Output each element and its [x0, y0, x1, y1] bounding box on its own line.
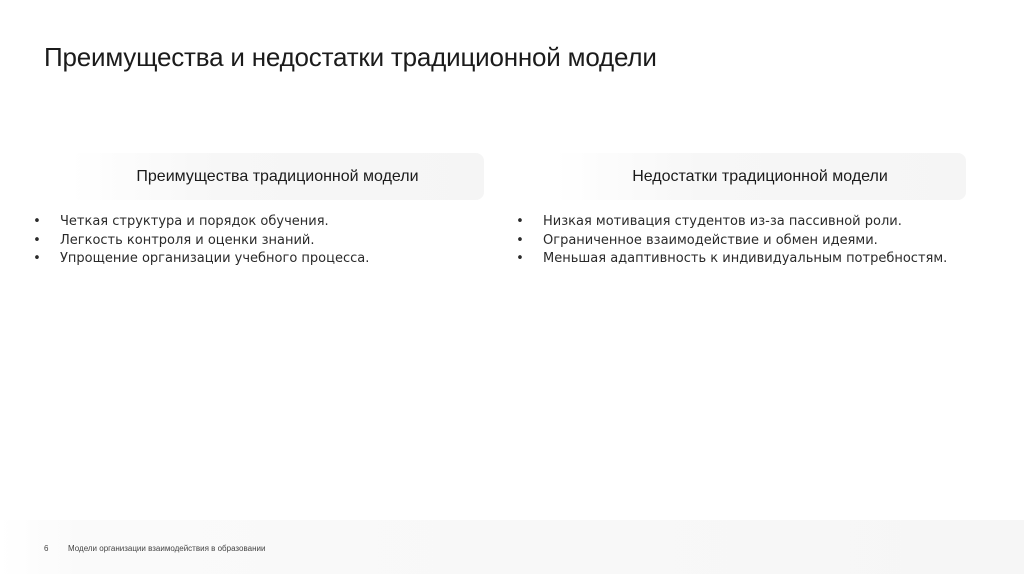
bullet-icon: • [516, 232, 524, 248]
advantages-header [71, 153, 484, 200]
list-item [513, 250, 947, 269]
list-item-text: Легкость контроля и оценки знаний. [60, 232, 315, 248]
list-item-text: Четкая структура и порядок обучения. [60, 214, 329, 229]
list-item [513, 213, 947, 232]
list-item-text: Низкая мотивация студентов из-за пассивной роли. [543, 214, 902, 229]
page-number: 6 [44, 544, 49, 553]
list-item-text: Ограниченное взаимодействие и обмен идеями. [543, 232, 878, 248]
list-item [513, 232, 947, 251]
bullet-icon: • [33, 214, 41, 229]
disadvantages-list [513, 213, 947, 269]
disadvantages-header [554, 153, 966, 200]
advantages-header-label: Преимущества традиционной модели [136, 167, 419, 185]
slide-title: Преимущества и недостатки традиционной модели [44, 42, 657, 72]
list-item [30, 232, 369, 251]
list-item-text: Меньшая адаптивность к индивидуальным потребностям. [543, 251, 948, 266]
footer-caption: Модели организации взаимодействия в образовании [68, 544, 266, 553]
bullet-icon: • [33, 251, 41, 266]
list-item-text: Упрощение организации учебного процесса. [60, 251, 370, 266]
list-item [30, 250, 369, 269]
list-item [30, 213, 369, 232]
bullet-icon: • [516, 251, 524, 266]
advantages-list [30, 213, 369, 269]
disadvantages-header-label: Недостатки традиционной модели [632, 167, 888, 185]
bullet-icon: • [516, 214, 524, 229]
bullet-icon: • [33, 232, 41, 248]
